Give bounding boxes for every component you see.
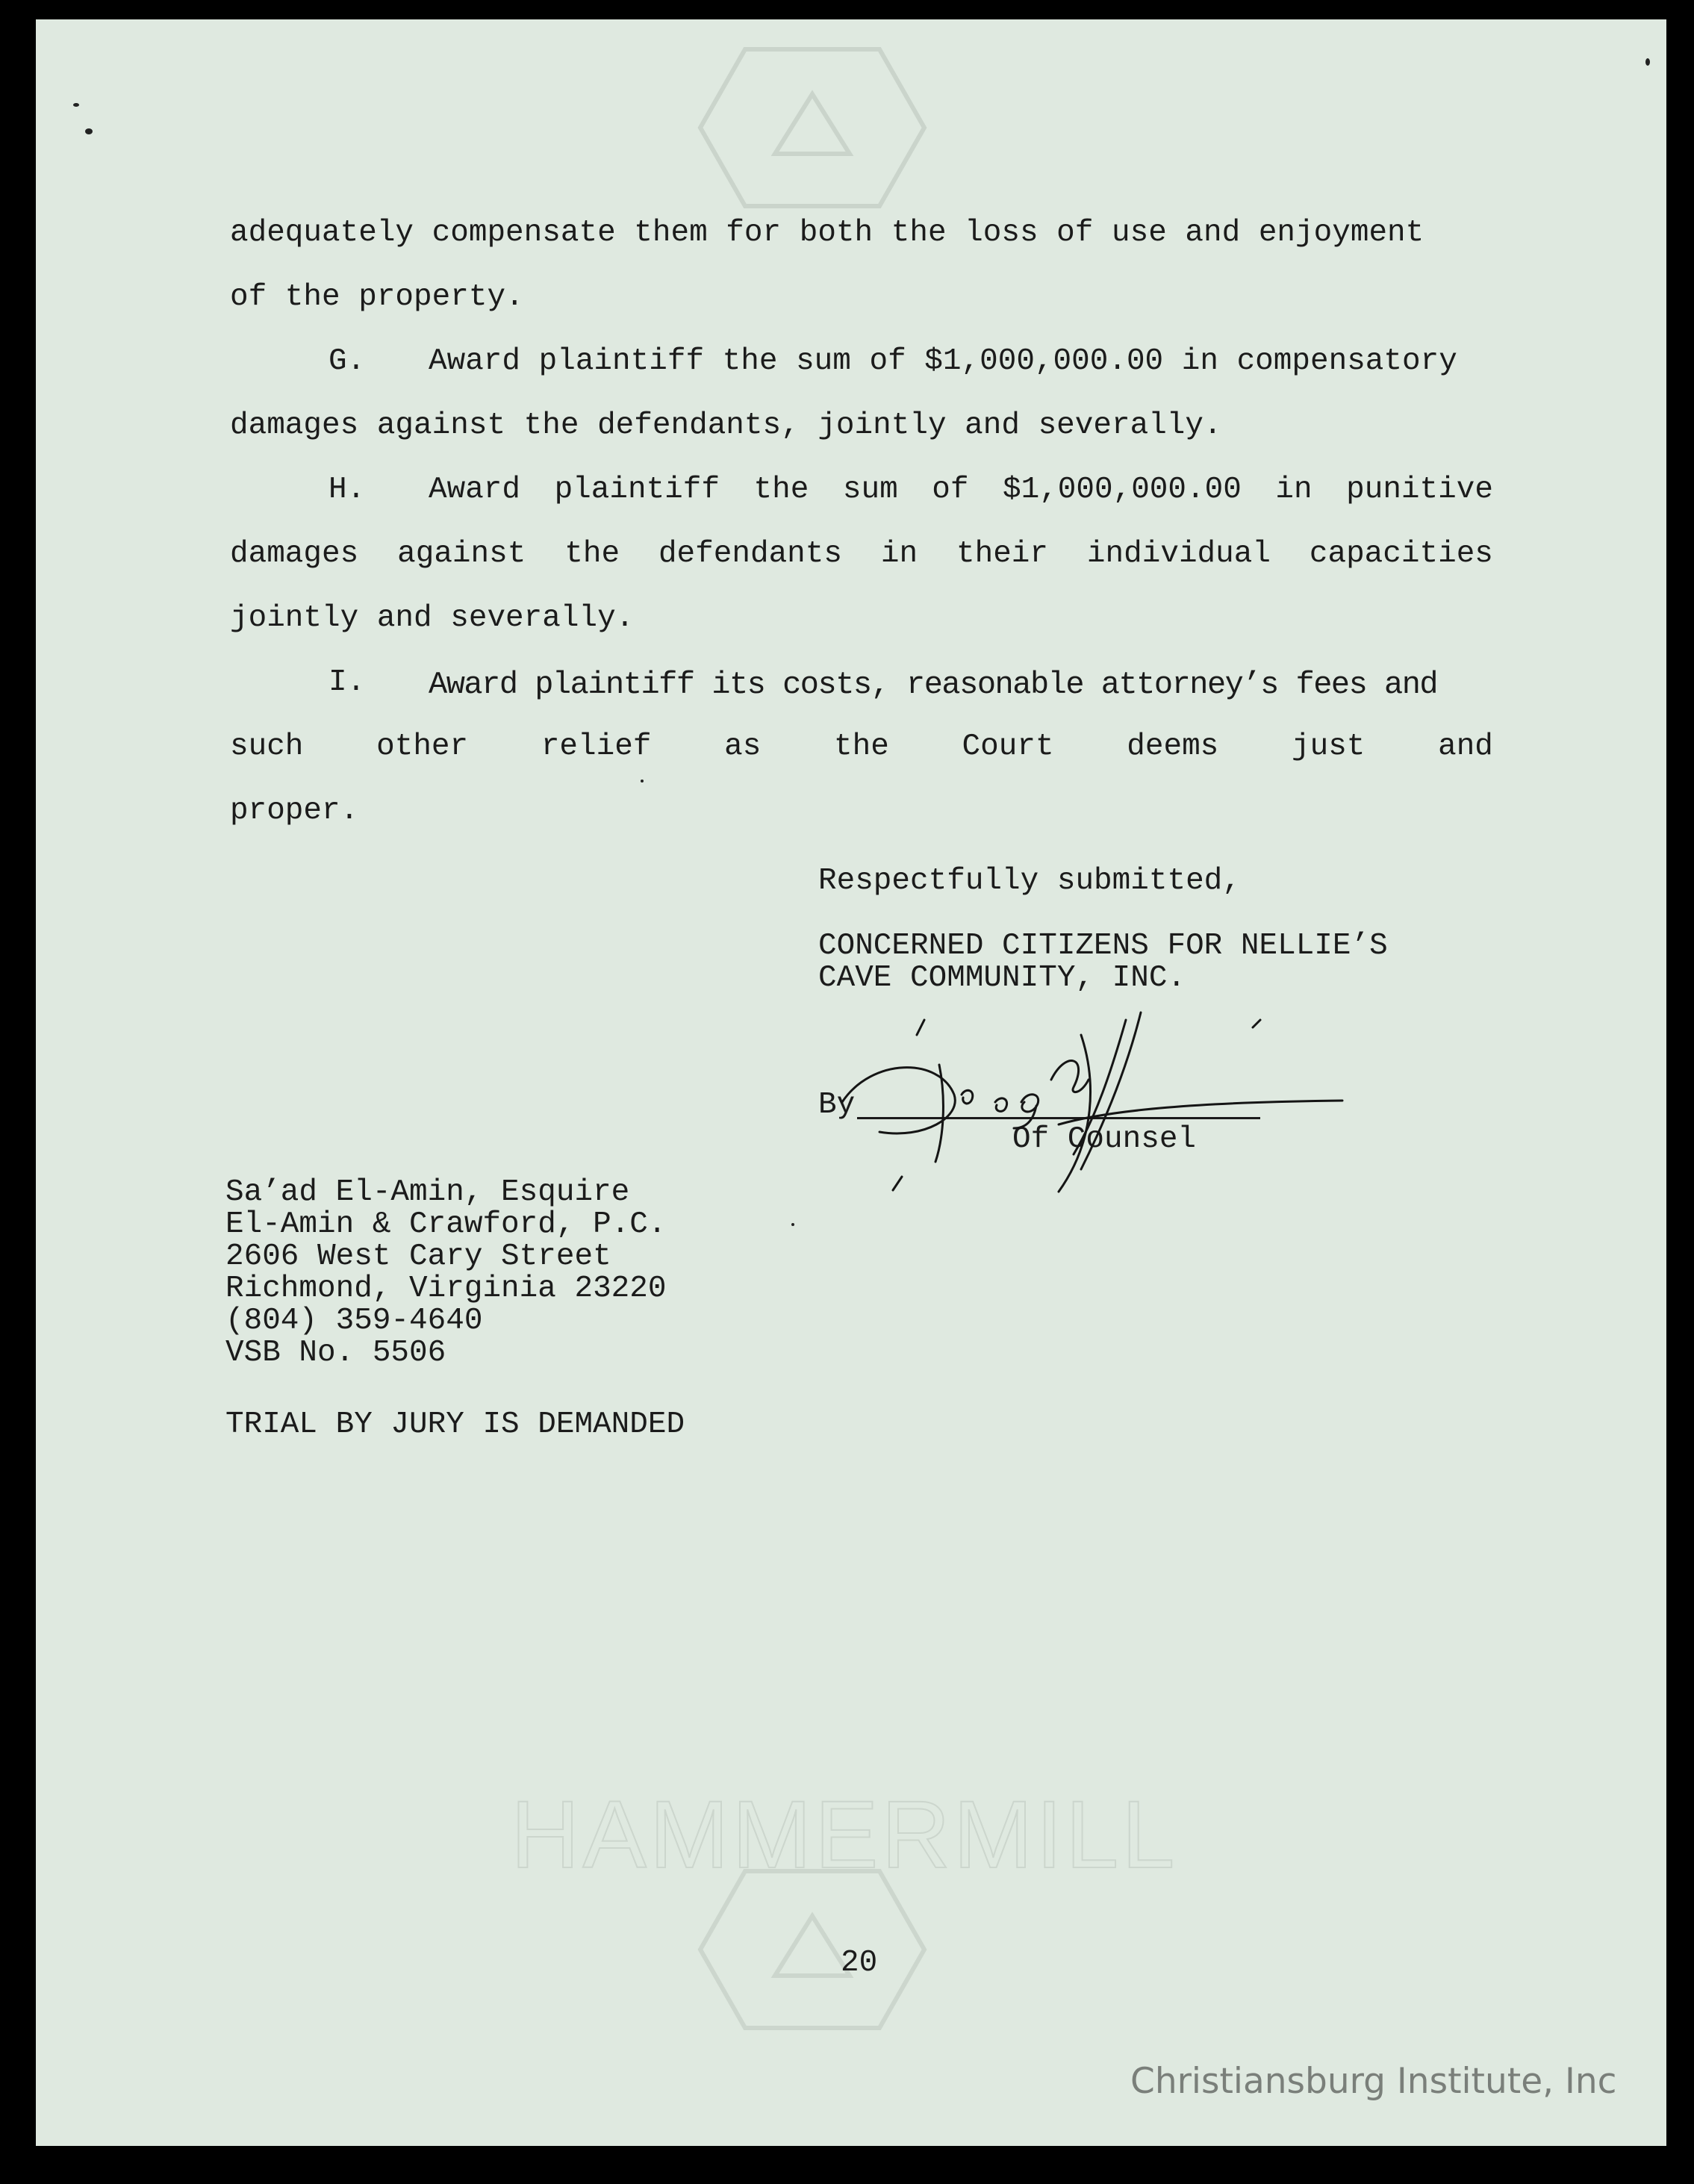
attorney-line: Richmond, Virginia 23220 <box>225 1272 667 1306</box>
recycle-watermark-icon <box>693 42 932 214</box>
word: plaintiff <box>554 473 720 507</box>
word: damages <box>230 537 359 571</box>
recycle-watermark-icon <box>693 1864 932 2035</box>
item-i-line: proper. <box>230 794 359 828</box>
item-h-label: H. <box>328 473 366 507</box>
scan-speck <box>641 780 644 783</box>
organization-name <box>818 930 1388 995</box>
word: individual <box>1086 537 1271 571</box>
word: punitive <box>1346 473 1493 507</box>
word: relief <box>541 729 652 764</box>
word: their <box>956 537 1049 571</box>
scan-speck <box>85 128 93 134</box>
word: other <box>376 729 469 764</box>
attorney-line: El-Amin & Crawford, P.C. <box>225 1207 667 1242</box>
item-i-label: I. <box>328 665 366 700</box>
scan-speck <box>73 103 79 107</box>
word: against <box>397 537 526 571</box>
org-line: CAVE COMMUNITY, INC. <box>818 961 1186 995</box>
attorney-line: Sa’ad El-Amin, Esquire <box>225 1175 630 1210</box>
jury-demand: TRIAL BY JURY IS DEMANDED <box>225 1407 685 1442</box>
body-line: of the property. <box>230 280 524 314</box>
word: of <box>932 473 969 507</box>
item-i-line <box>429 667 1438 703</box>
word: Award <box>429 473 521 507</box>
word: just <box>1291 729 1366 764</box>
word: deems <box>1127 729 1219 764</box>
attorney-line: VSB No. 5506 <box>225 1336 446 1370</box>
word: $1,000,000.00 <box>1002 473 1242 507</box>
org-line: CONCERNED CITIZENS FOR NELLIE’S <box>818 929 1388 963</box>
item-i-line-2 <box>230 729 1493 764</box>
item-g-label: G. <box>328 344 366 379</box>
body-line: adequately compensate them for both the loss of use and enjoyment <box>230 216 1424 250</box>
by-label: By <box>818 1088 856 1122</box>
role-label: Of Counsel <box>1012 1122 1197 1157</box>
word: Court <box>962 729 1054 764</box>
scan-speck <box>791 1223 794 1226</box>
word: in <box>880 537 918 571</box>
item-h-line: jointly and severally. <box>230 601 635 635</box>
word: such <box>230 729 304 764</box>
document-page <box>36 19 1666 2146</box>
item-h-line-2 <box>230 539 1493 570</box>
attorney-line: 2606 West Cary Street <box>225 1239 611 1274</box>
word: defendants <box>658 537 842 571</box>
closing: Respectfully submitted, <box>818 864 1241 898</box>
attorney-address <box>225 1177 667 1369</box>
page-number: 20 <box>841 1946 878 1980</box>
word: and <box>1438 729 1493 764</box>
word: sum <box>842 473 898 507</box>
item-g-line: Award plaintiff the sum of $1,000,000.00 in compensatory <box>429 344 1457 379</box>
word: the <box>753 473 809 507</box>
item-g-line: damages against the defendants, jointly and severally. <box>230 408 1222 443</box>
paper-watermark-text: HAMMERMILL <box>511 1782 1178 1888</box>
attribution-watermark: Christiansburg Institute, Inc <box>1130 2061 1617 2102</box>
word: capacities <box>1309 537 1493 571</box>
item-i-text: Award plaintiff its costs, reasonable attorney’s fees and <box>429 667 1438 703</box>
attorney-line: (804) 359-4640 <box>225 1304 483 1338</box>
word: in <box>1275 473 1312 507</box>
handwritten-signature <box>812 990 1350 1236</box>
scan-speck <box>1645 58 1650 66</box>
word: as <box>724 729 762 764</box>
word: the <box>834 729 889 764</box>
item-h-line-1 <box>429 475 1493 505</box>
word: the <box>564 537 620 571</box>
